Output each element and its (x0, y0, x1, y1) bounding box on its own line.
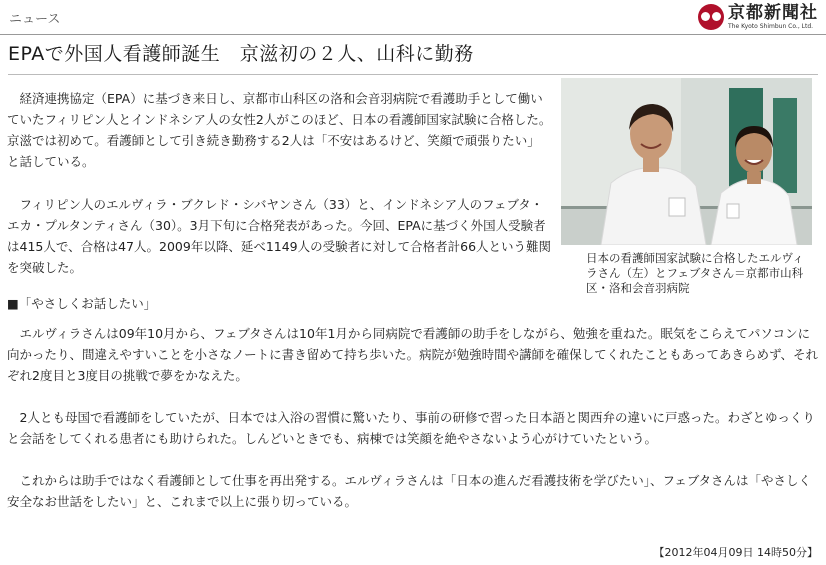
nurses-photo-illustration (561, 78, 812, 245)
article-paragraph-4: 2人とも母国で看護師をしていたが、日本では入浴の習慣に驚いたり、事前の研修で習った日本語と関西弁の違いに戸惑った。わざとゆっくりと会話をしてくれる患者にも助けられた。しんどいときでも、病棟では笑顔を絶やさないよう心がけていたという。 (7, 410, 815, 446)
kyoto-shimbun-logo[interactable] (698, 2, 818, 32)
photo-caption: 日本の看護師国家試験に合格したエルヴィラさん（左）とフェブタさん＝京都市山科区・洛和会音羽病院 (586, 251, 804, 295)
article-paragraph-3: エルヴィラさんは09年10月から、フェブタさんは10年1月から同病院で看護師の助手をしながら、勉強を重ねた。眠気をこらえてパソコンに向かったり、間違えやすいことを小さなノートに書き留めて持ち歩いた。病院が勉強時間や講師を確保してくれたこともあってあきらめず、それぞれ2度目と3度目の挑戦で夢をかなえた。 (7, 326, 819, 383)
top-bar (0, 0, 826, 35)
logo-mark-icon (698, 4, 724, 30)
article-paragraph-1: 経済連携協定（EPA）に基づき来日し、京都市山科区の洛和会音羽病院で看護助手として働いていたフィリピン人とインドネシア人の女性2人がこのほど、日本の看護師国家試験に合格した。京滋では初めて。看護師として引き続き勤務する2人は「不安はあるけど、笑顔で頑張りたい」と話している。 (7, 91, 552, 169)
article-headline: EPAで外国人看護師誕生 京滋初の２人、山科に勤務 (8, 39, 818, 75)
logo-name: 京都新聞社 (728, 2, 818, 23)
logo-english: The Kyoto Shimbun Co., Ltd. (728, 22, 814, 30)
article-subhead: ■「やさしくお話したい」 (7, 296, 157, 311)
article-photo[interactable] (561, 78, 812, 245)
publish-dateline: 【2012年04月09日 14時50分】 (653, 546, 818, 559)
article-paragraph-2: フィリピン人のエルヴィラ・ブクレド・シバヤンさん（33）と、インドネシア人のフェブタ・エカ・プルタンティさん（30）。3月下旬に合格発表があった。今回、EPAに基づく外国人受験者は415人で、合格は47人。2009年以降、延べ1149人の受験者に対して合格者計66人という難関を突破した。 (7, 197, 552, 275)
article-paragraph-5: これからは助手ではなく看護師として仕事を再出発する。エルヴィラさんは「日本の進んだ看護技術を学びたい」、フェブタさんは「やさしく安全なお世話をしたい」と、これまで以上に張り切っている。 (7, 473, 812, 509)
section-label: ニュース (9, 12, 61, 27)
logo-text (728, 2, 818, 30)
